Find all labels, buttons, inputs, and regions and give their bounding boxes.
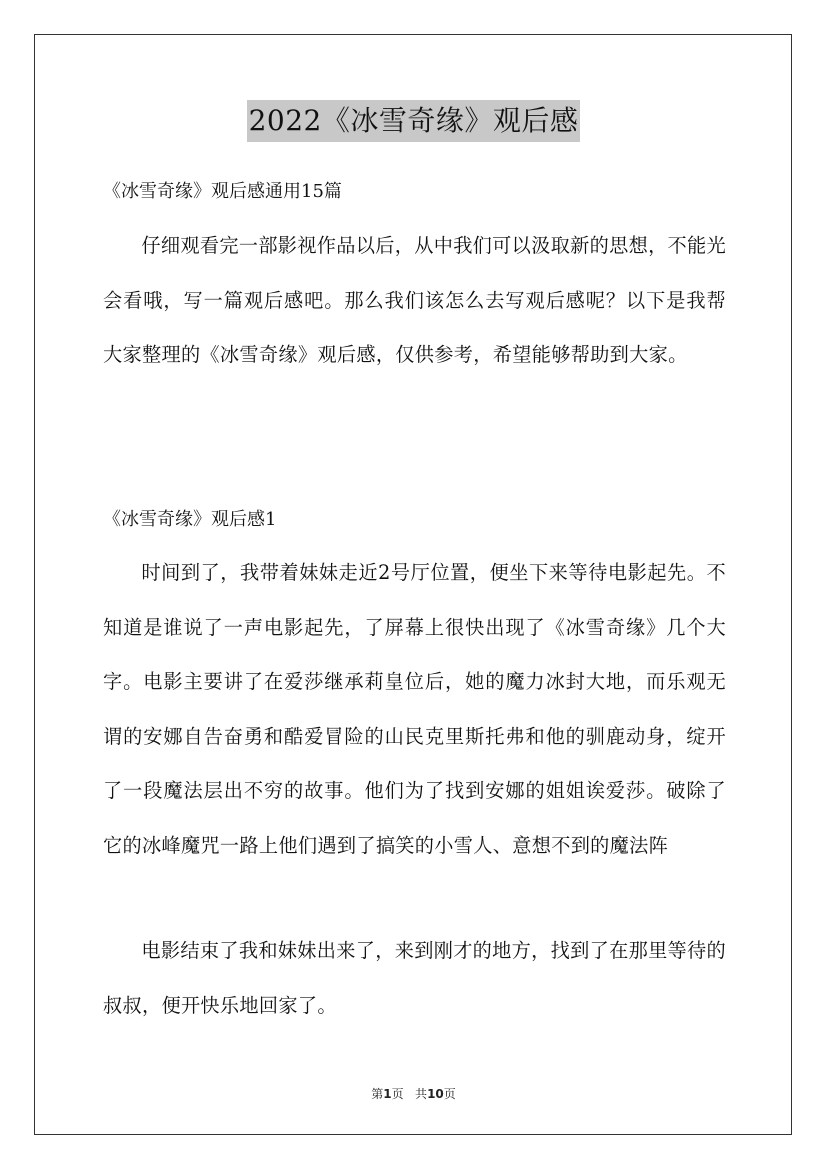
total-pages: 10 xyxy=(427,1087,444,1101)
title-wrap xyxy=(0,100,827,142)
section-heading: 《冰雪奇缘》观后感1 xyxy=(103,509,277,530)
document-subtitle: 《冰雪奇缘》观后感通用15篇 xyxy=(103,181,342,202)
section-paragraph-2: 电影结束了我和妹妹出来了，来到刚才的地方，找到了在那里等待的叔叔，便开快乐地回家了。 xyxy=(103,939,727,1017)
section-paragraph-1: 时间到了，我带着妹妹走近2号厅位置，便坐下来等待电影起先。不知道是谁说了一声电影起先，了屏幕上很快出现了《冰雪奇缘》几个大字。电影主要讲了在爱莎继承莉皇位后，她的魔力冰封大地，而乐观无谓的安娜自告奋勇和酷爱冒险的山民克里斯托弗和他的驯鹿动身，绽开了一段魔法层出不穷的故事。他们为了找到安娜的姐姐诶爱莎。破除了它的冰峰魔咒一路上他们遇到了搞笑的小雪人、意想不到的魔法阵 xyxy=(103,561,726,857)
document-title: 2022《冰雪奇缘》观后感 xyxy=(247,100,581,142)
total-prefix: 共 xyxy=(415,1087,428,1101)
page-number: 1 xyxy=(383,1087,392,1101)
page-prefix: 第 xyxy=(371,1087,384,1101)
total-suffix: 页 xyxy=(443,1087,456,1101)
intro-paragraph: 仔细观看完一部影视作品以后，从中我们可以汲取新的思想，不能光会看哦，写一篇观后感吧。那么我们该怎么去写观后感呢？以下是我帮大家整理的《冰雪奇缘》观后感，仅供参考，希望能够帮助到大家。 xyxy=(103,234,727,366)
page-footer xyxy=(0,1085,827,1102)
page-suffix: 页 xyxy=(391,1087,404,1101)
